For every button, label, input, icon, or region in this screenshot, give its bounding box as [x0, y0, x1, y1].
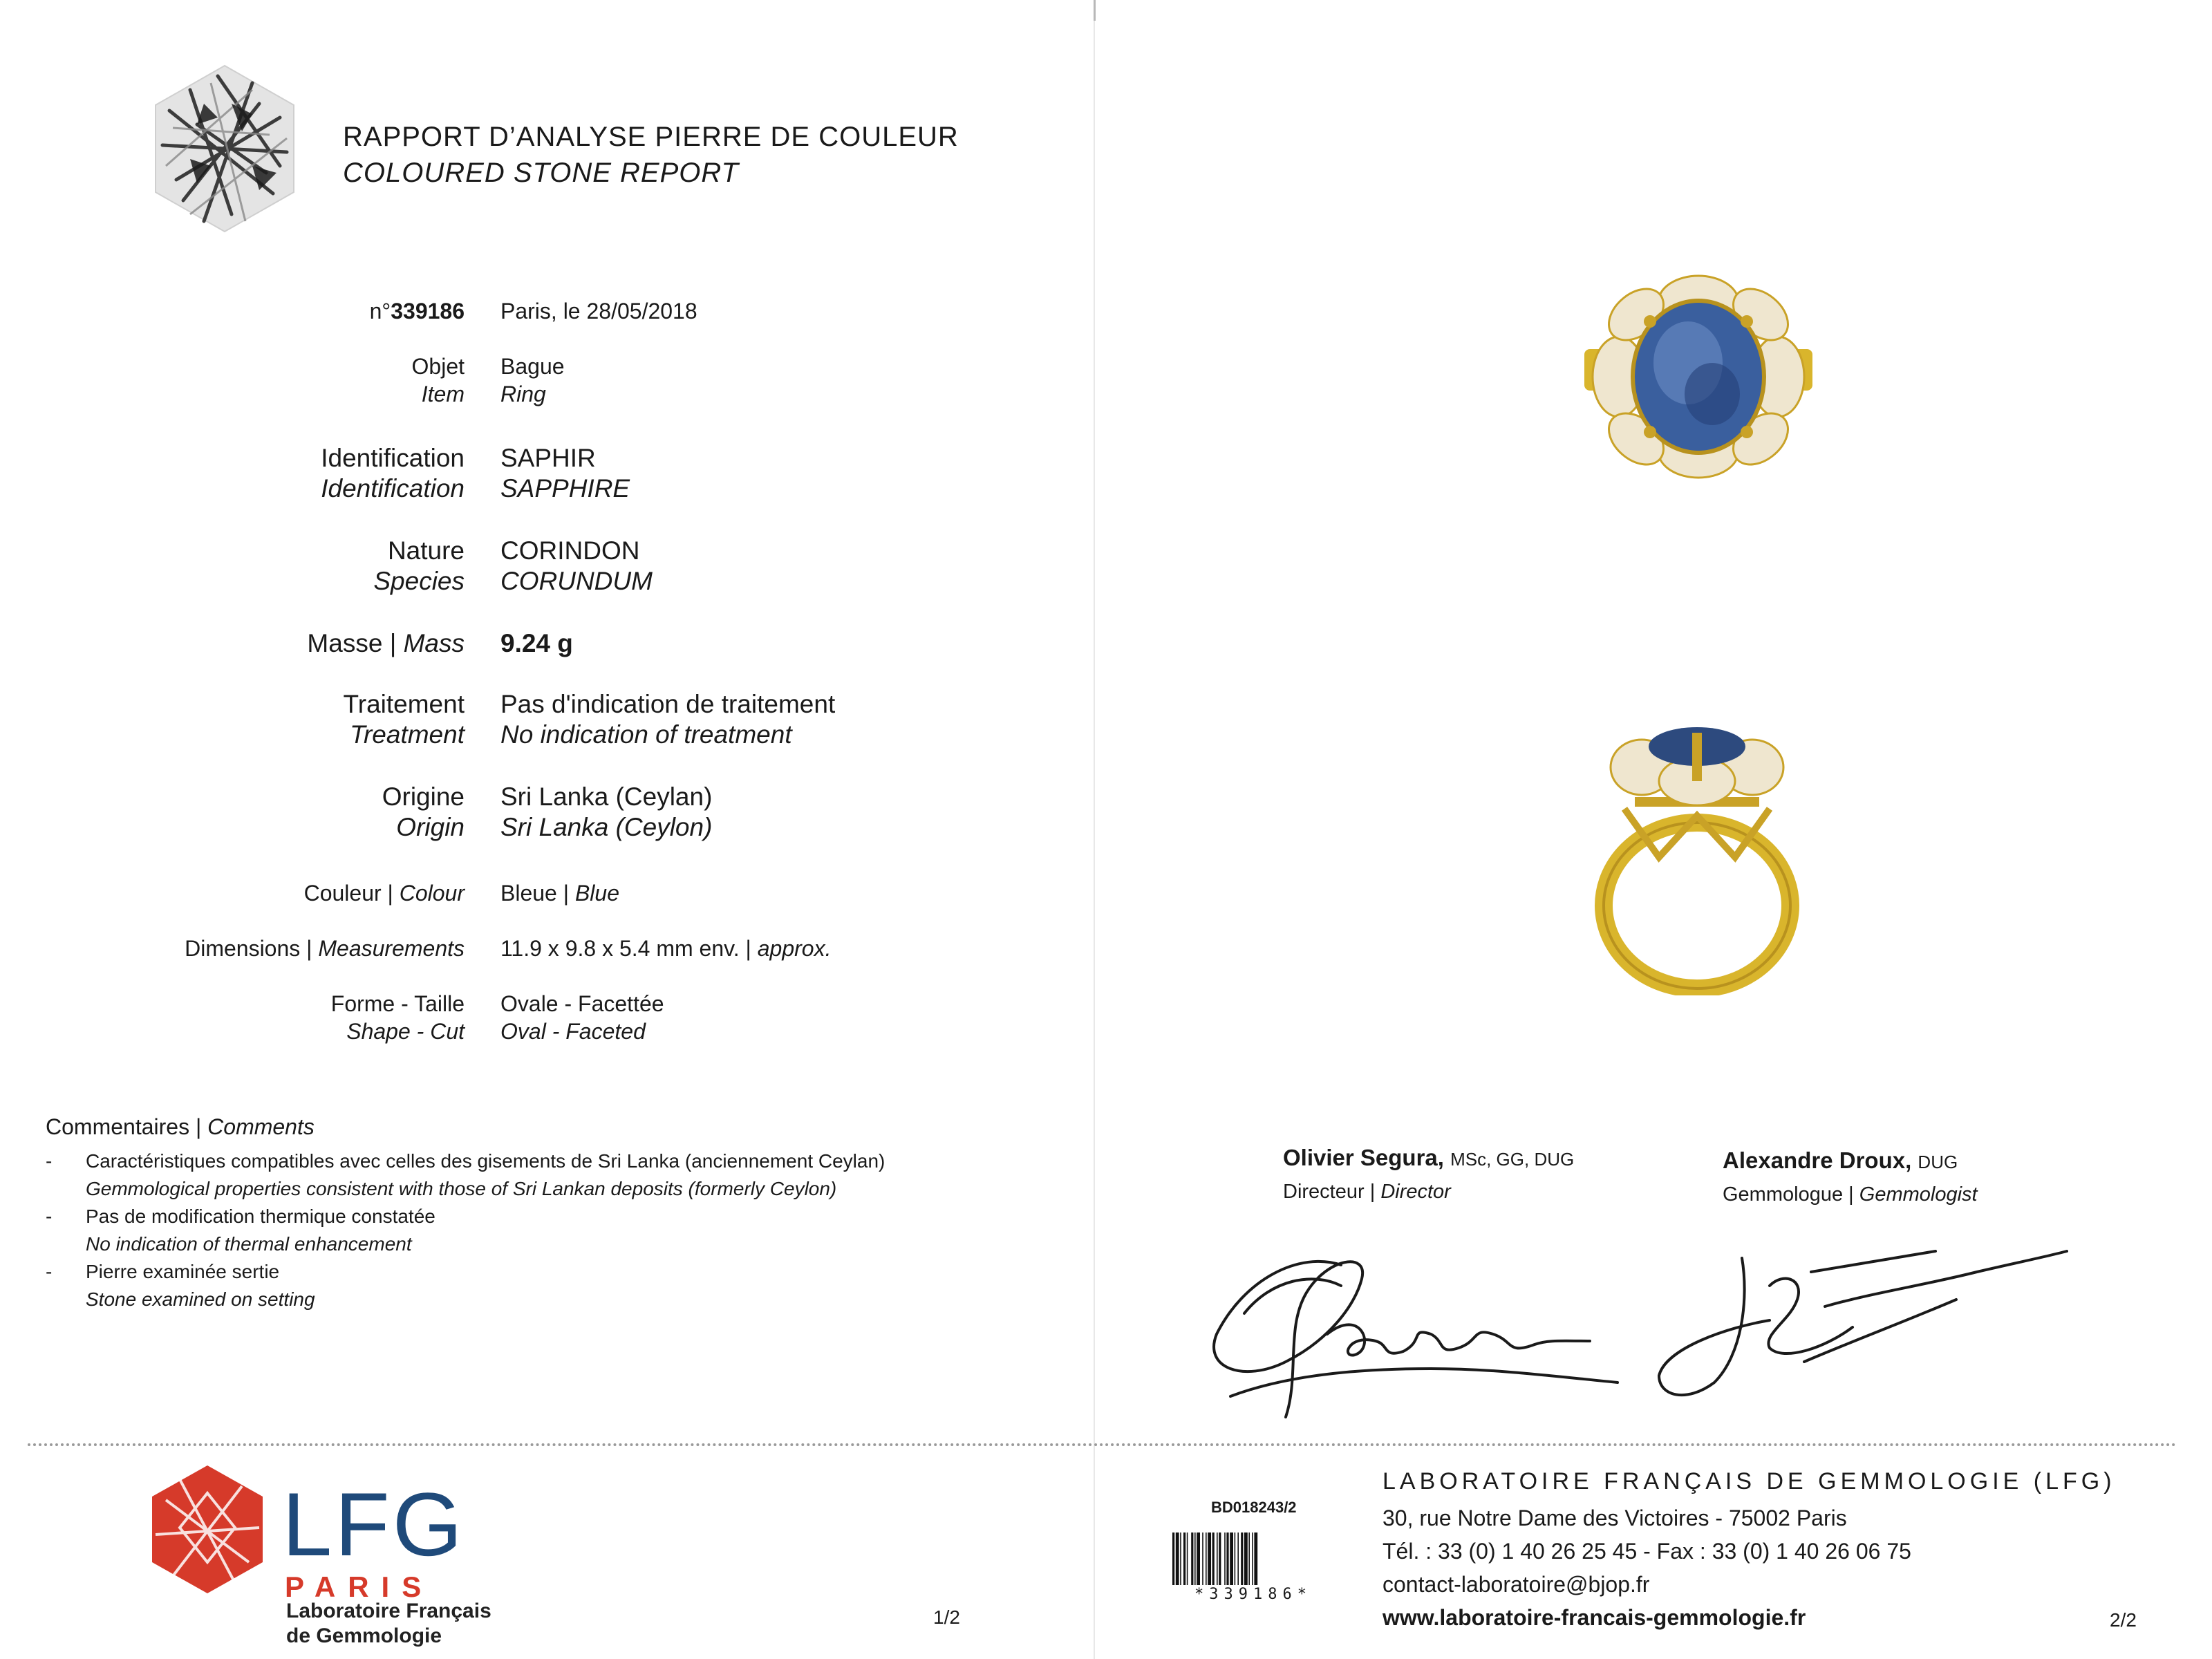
- lab-email-link[interactable]: contact-laboratoire@bjop.fr: [1382, 1572, 1650, 1597]
- barcode-bar: [1187, 1533, 1188, 1585]
- origin-value-fr: Sri Lanka (Ceylan): [500, 782, 713, 811]
- origin-label-fr: Origine: [382, 782, 465, 811]
- item-value-fr: Bague: [500, 354, 565, 379]
- comments-heading: [46, 1114, 315, 1140]
- lfg-logo-text: LFG: [282, 1474, 465, 1575]
- separator: |: [563, 881, 570, 906]
- barcode-bar: [1172, 1533, 1174, 1585]
- barcode-bar: [1194, 1533, 1196, 1585]
- item-label-fr: Objet: [411, 354, 465, 379]
- identification-value-en: SAPPHIRE: [500, 474, 630, 503]
- signatory-2-role-en: Gemmologist: [1859, 1183, 1978, 1206]
- barcode-bar: [1217, 1533, 1218, 1585]
- measurements-value-en: approx.: [757, 936, 832, 961]
- colour-value-fr: Bleue: [500, 881, 557, 906]
- signatory-1-role-fr: Directeur: [1283, 1181, 1365, 1203]
- identification-label-fr: Identification: [321, 444, 465, 472]
- separator: |: [1848, 1183, 1854, 1206]
- report-place-date: Paris, le 28/05/2018: [500, 299, 697, 324]
- mass-value: 9.24 g: [500, 629, 573, 657]
- shape-label-fr: Forme - Taille: [330, 991, 465, 1016]
- identification-label-en: Identification: [321, 474, 465, 503]
- report-number: [370, 299, 465, 324]
- signatory-1-name: [1283, 1145, 1574, 1171]
- shape-value-fr: Ovale - Facettée: [500, 991, 664, 1016]
- ring-top-view-image: [1584, 273, 1812, 480]
- comments-heading-en: Comments: [207, 1114, 315, 1139]
- barcode-bar: [1252, 1533, 1253, 1585]
- report-title-fr: RAPPORT D’ANALYSE PIERRE DE COULEUR: [343, 122, 959, 152]
- treatment-value-fr: Pas d'indication de traitement: [500, 690, 836, 718]
- comment-1-en: Gemmological properties consistent with those of Sri Lankan deposits (formerly Ceylon): [86, 1178, 837, 1199]
- signatory-2-name: [1723, 1147, 1958, 1174]
- ring-side-view-image: [1583, 719, 1811, 995]
- barcode-reference: BD018243/2: [1211, 1499, 1297, 1516]
- lab-address: 30, rue Notre Dame des Victoires - 75002 Paris: [1382, 1506, 1847, 1530]
- page-fold: [1094, 0, 1095, 1659]
- signatory-1-role: [1283, 1181, 1451, 1203]
- mass-label: [307, 629, 465, 658]
- comment-3-fr: Pierre examinée sertie: [86, 1261, 280, 1282]
- measurements-label: [185, 936, 465, 962]
- shape-label-en: Shape - Cut: [346, 1019, 465, 1044]
- signatory-2-name-text: Alexandre Droux,: [1723, 1147, 1912, 1173]
- species-label-fr: Nature: [387, 536, 465, 565]
- separator: |: [195, 1114, 202, 1139]
- species-value-en: CORUNDUM: [500, 567, 653, 595]
- signature-2-image: [1645, 1244, 2074, 1410]
- separator: |: [389, 629, 397, 657]
- barcode-bar: [1212, 1533, 1215, 1585]
- colour-label-fr: Couleur: [303, 881, 382, 906]
- barcode-bar: [1202, 1533, 1203, 1585]
- page-number-left: 1/2: [933, 1606, 960, 1628]
- comment-bullet: -: [46, 1150, 53, 1172]
- comment-2-fr: Pas de modification thermique constatée: [86, 1206, 435, 1227]
- footer-divider: [28, 1443, 2177, 1446]
- barcode-bar: [1197, 1533, 1200, 1585]
- treatment-value-en: No indication of treatment: [500, 720, 792, 749]
- separator: |: [1369, 1181, 1376, 1203]
- colour-label: [304, 881, 465, 906]
- report-number-prefix: n°: [369, 299, 391, 324]
- lab-website-link[interactable]: www.laboratoire-francais-gemmologie.fr: [1382, 1605, 1806, 1630]
- treatment-label-fr: Traitement: [343, 690, 465, 718]
- barcode-bar: [1248, 1533, 1250, 1585]
- barcode-bar: [1230, 1533, 1233, 1585]
- report-number-value: 339186: [391, 299, 465, 324]
- lab-name-line-1: Laboratoire Français: [286, 1600, 491, 1622]
- lab-name-line-2: de Gemmologie: [286, 1624, 442, 1647]
- lfg-logo-paris: PARIS: [285, 1571, 434, 1603]
- comment-bullet: -: [46, 1261, 53, 1282]
- measurements-value: [500, 936, 831, 962]
- signatory-2-role-fr: Gemmologue: [1723, 1183, 1844, 1206]
- page-fold-mark: [1094, 0, 1096, 21]
- lab-phone-fax: Tél. : 33 (0) 1 40 26 25 45 - Fax : 33 (0) 1 40 26 06 75: [1382, 1539, 1911, 1564]
- lab-full-name: LABORATOIRE FRANÇAIS DE GEMMOLOGIE (LFG): [1382, 1468, 2116, 1494]
- barcode-bar: [1191, 1533, 1193, 1585]
- barcode-image: [1171, 1529, 1335, 1591]
- barcode-bar: [1219, 1533, 1221, 1585]
- colour-label-en: Colour: [399, 881, 465, 906]
- treatment-label-en: Treatment: [350, 720, 465, 749]
- barcode-number: *339186*: [1194, 1586, 1312, 1603]
- item-value-en: Ring: [500, 382, 546, 406]
- barcode-bar: [1224, 1533, 1226, 1585]
- shape-value-en: Oval - Faceted: [500, 1019, 646, 1044]
- origin-value-en: Sri Lanka (Ceylon): [500, 813, 713, 841]
- crystal-hexagon-logo-icon: [149, 62, 301, 235]
- separator: |: [745, 936, 751, 961]
- identification-value-fr: SAPHIR: [500, 444, 596, 472]
- barcode-bar: [1176, 1533, 1179, 1585]
- signatory-1-credentials: MSc, GG, DUG: [1450, 1149, 1575, 1170]
- barcode-bar: [1208, 1533, 1211, 1585]
- separator: |: [387, 881, 393, 906]
- barcode-bar: [1241, 1533, 1243, 1585]
- barcode-bar: [1180, 1533, 1181, 1585]
- barcode-bar: [1235, 1533, 1236, 1585]
- colour-value-en: Blue: [574, 881, 619, 906]
- signatory-2-role: [1723, 1183, 1978, 1206]
- mass-label-fr: Masse: [307, 629, 383, 657]
- separator: |: [306, 936, 312, 961]
- barcode-bar: [1254, 1533, 1257, 1585]
- mass-label-en: Mass: [403, 629, 465, 657]
- comment-1-fr: Caractéristiques compatibles avec celles des gisements de Sri Lanka (anciennement Ceylan): [86, 1150, 885, 1172]
- signatory-2-credentials: DUG: [1918, 1152, 1958, 1172]
- signature-1-image: [1203, 1237, 1645, 1438]
- report-title-en: COLOURED STONE REPORT: [343, 158, 739, 188]
- lfg-crystal-icon: [152, 1465, 263, 1593]
- colour-value: [500, 881, 619, 906]
- comments-heading-fr: Commentaires: [46, 1114, 190, 1139]
- page-number-right: 2/2: [2110, 1609, 2137, 1631]
- barcode-bar: [1226, 1533, 1228, 1585]
- barcode-bar: [1237, 1533, 1239, 1585]
- origin-label-en: Origin: [396, 813, 465, 841]
- barcode-bar: [1183, 1533, 1185, 1585]
- comment-bullet: -: [46, 1206, 53, 1227]
- item-label-en: Item: [421, 382, 465, 406]
- comment-2-en: No indication of thermal enhancement: [86, 1233, 412, 1255]
- measurements-value-fr: 11.9 x 9.8 x 5.4 mm env.: [500, 936, 740, 961]
- measurements-label-fr: Dimensions: [185, 936, 301, 961]
- species-label-en: Species: [373, 567, 465, 595]
- comment-3-en: Stone examined on setting: [86, 1288, 315, 1310]
- signatory-1-name-text: Olivier Segura,: [1283, 1145, 1444, 1170]
- measurements-label-en: Measurements: [318, 936, 465, 961]
- barcode-bar: [1244, 1533, 1248, 1585]
- signatory-1-role-en: Director: [1380, 1181, 1451, 1203]
- barcode-bar: [1206, 1533, 1207, 1585]
- species-value-fr: CORINDON: [500, 536, 640, 565]
